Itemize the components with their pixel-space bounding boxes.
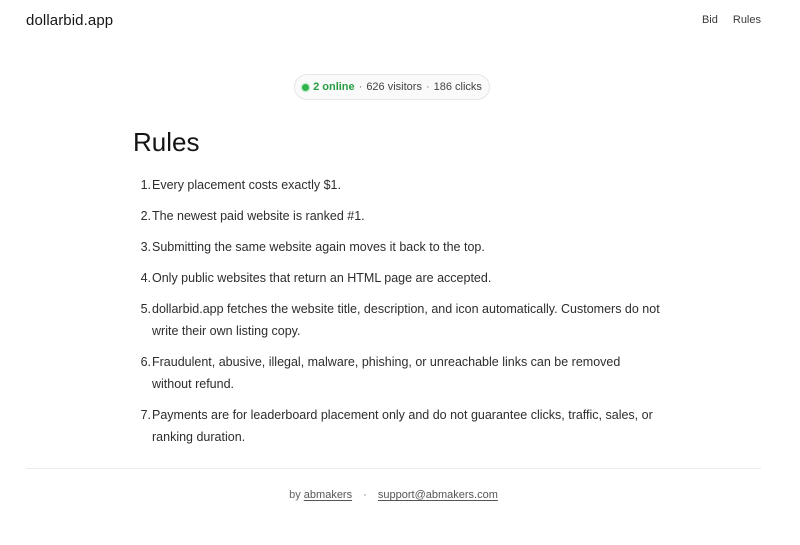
rule-number: 2.: [140, 209, 151, 223]
stats-separator: ·: [425, 81, 430, 93]
rules-list: [133, 174, 663, 457]
rule-text: The newest paid website is ranked #1.: [152, 209, 365, 223]
top-nav: [702, 14, 761, 26]
rule-item: [133, 351, 663, 395]
nav-link-rules[interactable]: Rules: [732, 14, 761, 26]
rule-text: Submitting the same website again moves it back to the top.: [152, 240, 485, 254]
footer-separator: ·: [363, 489, 367, 501]
visitors-count: 626 visitors: [366, 81, 422, 93]
rule-text: Only public websites that return an HTML page are accepted.: [152, 271, 492, 285]
site-header: [0, 0, 800, 42]
rule-number: 1.: [140, 178, 151, 192]
online-count: 2 online: [313, 81, 355, 93]
clicks-count: 186 clicks: [433, 81, 482, 93]
stats-pill: [294, 74, 490, 100]
rule-text: Payments are for leaderboard placement only and do not guarantee clicks, traffic, sales, or ranking duration.: [152, 408, 653, 444]
rule-number: 5.: [140, 302, 151, 316]
rule-number: 7.: [140, 408, 151, 422]
online-status-dot-icon: [302, 84, 309, 91]
rule-item: [133, 404, 663, 448]
rule-text: dollarbid.app fetches the website title, description, and icon automatically. Customers do not write their own listing copy.: [152, 302, 660, 338]
footer-support-email-link[interactable]: support@abmakers.com: [377, 489, 498, 501]
brand-logo-link[interactable]: dollarbid.app: [26, 12, 114, 29]
rule-text: Fraudulent, abusive, illegal, malware, phishing, or unreachable links can be removed without refund.: [152, 355, 621, 391]
footer-by-label: by: [289, 489, 301, 501]
rule-item: [133, 174, 663, 196]
rule-item: [133, 205, 663, 227]
rule-item: [133, 267, 663, 289]
rule-text: Every placement costs exactly $1.: [152, 178, 341, 192]
footer-divider: [26, 468, 761, 469]
stats-separator: ·: [358, 81, 363, 93]
rule-number: 4.: [140, 271, 151, 285]
rule-item: [133, 236, 663, 258]
footer-author-link[interactable]: abmakers: [303, 489, 353, 501]
rule-number: 6.: [140, 355, 151, 369]
page-title: Rules: [133, 127, 200, 157]
site-footer: [0, 489, 787, 501]
rule-item: [133, 298, 663, 342]
nav-link-bid[interactable]: Bid: [701, 14, 718, 26]
rule-number: 3.: [140, 240, 151, 254]
